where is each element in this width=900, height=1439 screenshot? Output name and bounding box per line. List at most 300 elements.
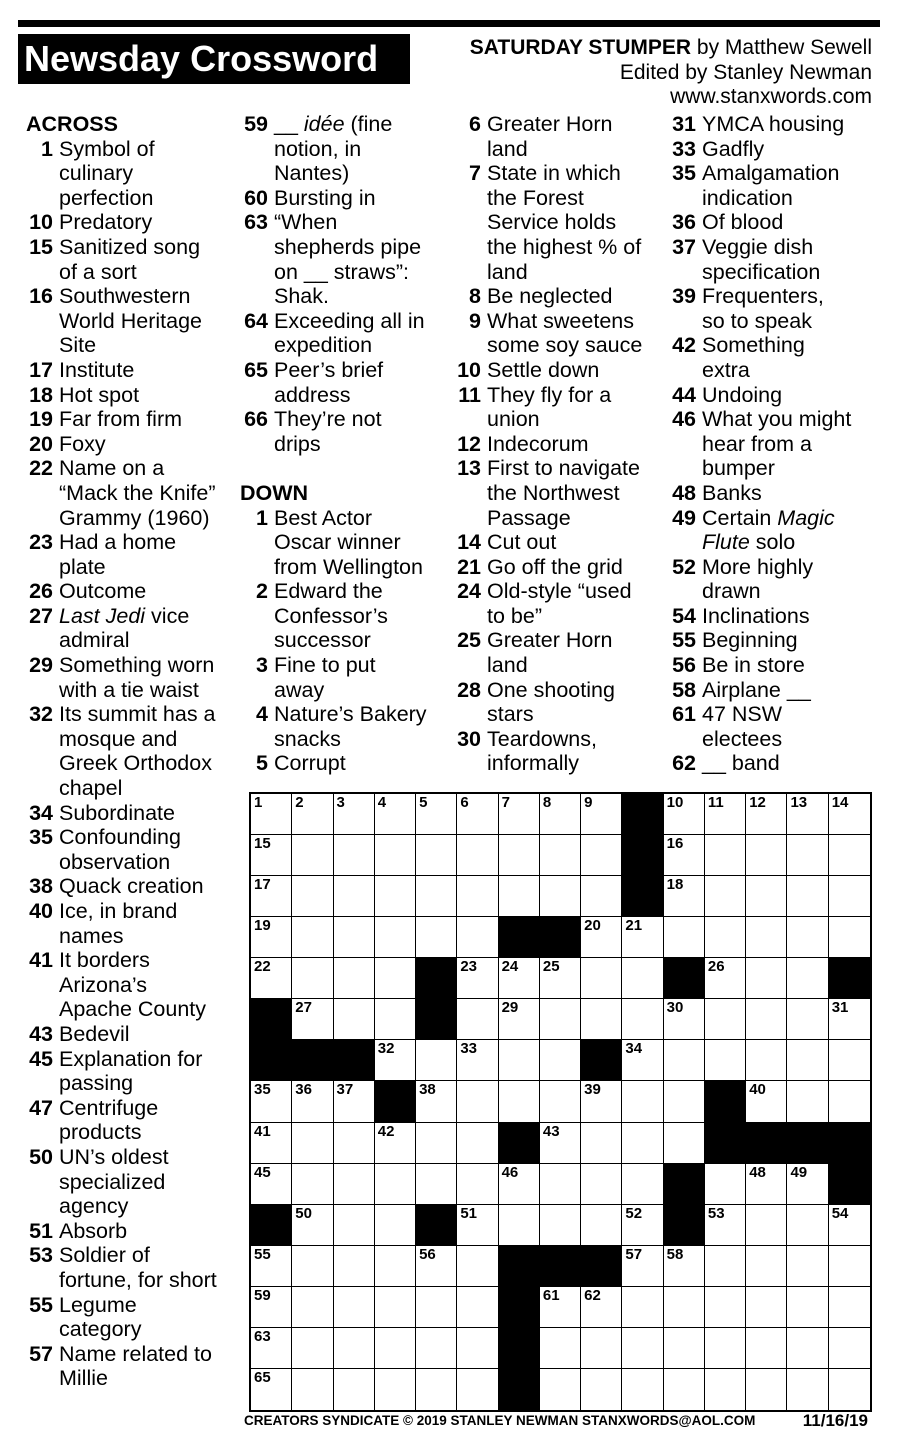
grid-cell[interactable] <box>705 876 746 917</box>
clue-number: 27 <box>29 603 53 628</box>
grid-cell[interactable] <box>787 1328 828 1369</box>
grid-cell[interactable] <box>746 794 787 835</box>
grid-cell[interactable] <box>499 1205 540 1246</box>
grid-cell[interactable] <box>251 794 292 835</box>
grid-cell[interactable] <box>292 1123 333 1164</box>
grid-cell[interactable] <box>787 917 828 958</box>
grid-cell[interactable] <box>416 794 457 835</box>
clue[interactable] <box>668 751 883 776</box>
grid-cell[interactable] <box>829 1081 870 1122</box>
grid-cell[interactable] <box>416 917 457 958</box>
grid-cell[interactable] <box>829 1328 870 1369</box>
clue[interactable] <box>26 1219 231 1244</box>
grid-cell[interactable] <box>705 1205 746 1246</box>
grid-cell[interactable] <box>581 794 622 835</box>
grid-cell[interactable] <box>251 1164 292 1205</box>
grid-cell[interactable] <box>334 958 375 999</box>
grid-cell[interactable] <box>622 1123 663 1164</box>
clue[interactable] <box>240 579 445 653</box>
puzzle-title: Newsday Crossword <box>18 34 410 84</box>
clue[interactable] <box>453 456 661 530</box>
grid-cell[interactable] <box>664 1287 705 1328</box>
clue[interactable] <box>26 407 231 432</box>
grid-cell[interactable] <box>829 794 870 835</box>
grid-cell[interactable] <box>251 1246 292 1287</box>
grid-cell[interactable] <box>540 794 581 835</box>
grid-cell[interactable] <box>457 1081 498 1122</box>
grid-cell[interactable] <box>499 1081 540 1122</box>
grid-cell[interactable] <box>334 917 375 958</box>
grid-cell[interactable] <box>664 1081 705 1122</box>
grid-cell[interactable] <box>457 1246 498 1287</box>
grid-cell[interactable] <box>787 835 828 876</box>
clue-text: Bursting in <box>274 185 376 210</box>
grid-cell[interactable] <box>499 876 540 917</box>
grid-cell[interactable] <box>251 917 292 958</box>
grid-cell[interactable] <box>705 794 746 835</box>
grid-cell[interactable] <box>375 835 416 876</box>
grid-cell[interactable] <box>292 1328 333 1369</box>
grid-cell[interactable] <box>375 1040 416 1081</box>
grid-cell[interactable] <box>334 1328 375 1369</box>
grid-cell[interactable] <box>705 1328 746 1369</box>
clue-number: 42 <box>672 333 696 358</box>
grid-cell[interactable] <box>375 1205 416 1246</box>
clue-number: 23 <box>29 530 53 555</box>
grid-cell[interactable] <box>829 835 870 876</box>
clue-text: Outcome <box>59 579 147 604</box>
grid-cell[interactable] <box>705 999 746 1040</box>
grid-cell[interactable] <box>416 1040 457 1081</box>
cell-number: 43 <box>542 1122 560 1140</box>
grid-cell[interactable] <box>457 794 498 835</box>
clue-number: 55 <box>29 1292 53 1317</box>
clue[interactable] <box>668 210 883 235</box>
grid-cell[interactable] <box>581 917 622 958</box>
clue[interactable] <box>453 678 661 727</box>
grid-cell[interactable] <box>746 1205 787 1246</box>
across-heading: ACROSS <box>26 112 118 136</box>
grid-cell[interactable] <box>334 1123 375 1164</box>
grid-cell[interactable] <box>746 835 787 876</box>
clue[interactable] <box>240 186 445 211</box>
grid-cell[interactable] <box>375 876 416 917</box>
grid-cell[interactable] <box>581 1164 622 1205</box>
grid-cell[interactable] <box>375 958 416 999</box>
grid-cell[interactable] <box>581 1369 622 1410</box>
grid-cell[interactable] <box>292 958 333 999</box>
grid-cell[interactable] <box>829 1369 870 1410</box>
grid-cell[interactable] <box>334 1287 375 1328</box>
grid-cell[interactable] <box>622 1081 663 1122</box>
grid-cell[interactable] <box>540 999 581 1040</box>
grid-cell[interactable] <box>457 835 498 876</box>
cell-number: 4 <box>377 794 387 811</box>
clue[interactable] <box>26 1022 231 1047</box>
grid-cell[interactable] <box>581 1205 622 1246</box>
grid-cell[interactable] <box>746 917 787 958</box>
clue[interactable] <box>26 432 231 457</box>
clue[interactable] <box>453 112 661 161</box>
grid-cell[interactable] <box>829 876 870 917</box>
grid-cell[interactable] <box>746 1040 787 1081</box>
cell-number: 37 <box>336 1081 354 1099</box>
grid-cell[interactable] <box>746 999 787 1040</box>
grid-cell[interactable] <box>375 1123 416 1164</box>
grid-cell[interactable] <box>829 1287 870 1328</box>
clue[interactable] <box>26 210 231 235</box>
grid-cell[interactable] <box>705 917 746 958</box>
grid-cell[interactable] <box>292 1287 333 1328</box>
grid-cell[interactable] <box>787 1164 828 1205</box>
clue[interactable] <box>668 407 883 481</box>
grid-cell[interactable] <box>705 835 746 876</box>
cell-number: 25 <box>542 958 560 976</box>
grid-cell[interactable] <box>334 999 375 1040</box>
grid-cell[interactable] <box>622 999 663 1040</box>
grid-cell[interactable] <box>787 1205 828 1246</box>
clue[interactable] <box>668 506 883 555</box>
clue[interactable] <box>240 653 445 702</box>
grid-cell[interactable] <box>251 1123 292 1164</box>
clue-text: Southwestern World Heritage Site <box>59 284 202 358</box>
grid-cell[interactable] <box>664 1369 705 1410</box>
clue[interactable] <box>668 555 883 604</box>
clue[interactable] <box>453 628 661 677</box>
clue-text: Something worn with a tie waist <box>59 653 215 702</box>
grid-cell[interactable] <box>581 835 622 876</box>
grid-cell[interactable] <box>499 1164 540 1205</box>
grid-cell[interactable] <box>664 835 705 876</box>
grid-cell[interactable] <box>705 1246 746 1287</box>
clue-number: 17 <box>29 357 53 382</box>
grid-cell[interactable] <box>664 1123 705 1164</box>
clue[interactable] <box>26 383 231 408</box>
clue[interactable] <box>668 628 883 653</box>
clue[interactable] <box>668 481 883 506</box>
clue-text: Far from firm <box>59 407 183 432</box>
grid-cell[interactable] <box>787 1040 828 1081</box>
cell-number: 26 <box>707 958 725 976</box>
grid-cell[interactable] <box>787 999 828 1040</box>
grid-cell[interactable] <box>540 876 581 917</box>
grid-cell[interactable] <box>457 1369 498 1410</box>
clue[interactable] <box>240 112 445 186</box>
clue[interactable] <box>453 309 661 358</box>
grid-cell[interactable] <box>334 1369 375 1410</box>
clue-text: What you might hear from a bumper <box>702 407 852 481</box>
grid-cell[interactable] <box>375 1328 416 1369</box>
grid-cell[interactable] <box>829 1246 870 1287</box>
clue[interactable] <box>453 161 661 284</box>
grid-cell[interactable] <box>334 794 375 835</box>
grid-cell[interactable] <box>581 1328 622 1369</box>
clue[interactable] <box>26 874 231 899</box>
grid-cell[interactable] <box>829 999 870 1040</box>
grid-cell[interactable] <box>664 1040 705 1081</box>
grid-cell[interactable] <box>499 794 540 835</box>
grid-cell[interactable] <box>499 999 540 1040</box>
grid-cell[interactable] <box>787 1369 828 1410</box>
grid-cell[interactable] <box>292 1164 333 1205</box>
grid-cell[interactable] <box>457 876 498 917</box>
grid-cell[interactable] <box>457 999 498 1040</box>
clue-number: 34 <box>29 800 53 825</box>
clue[interactable] <box>453 358 661 383</box>
grid-cell[interactable] <box>581 1081 622 1122</box>
grid-cell[interactable] <box>540 1081 581 1122</box>
grid-cell[interactable] <box>829 917 870 958</box>
clue-column-3 <box>453 112 661 776</box>
grid-cell[interactable] <box>746 1164 787 1205</box>
grid-cell[interactable] <box>416 1328 457 1369</box>
grid-cell[interactable] <box>416 1287 457 1328</box>
grid-cell[interactable] <box>705 1164 746 1205</box>
clue[interactable] <box>668 604 883 629</box>
grid-cell[interactable] <box>416 876 457 917</box>
grid-cell[interactable] <box>622 1287 663 1328</box>
grid-cell[interactable] <box>581 1287 622 1328</box>
grid-cell[interactable] <box>499 835 540 876</box>
grid-cell[interactable] <box>292 1369 333 1410</box>
grid-cell[interactable] <box>664 999 705 1040</box>
clue-number: 8 <box>469 284 481 309</box>
grid-cell[interactable] <box>746 1328 787 1369</box>
clue[interactable] <box>26 702 231 800</box>
grid-cell[interactable] <box>457 1040 498 1081</box>
clue[interactable] <box>26 137 231 211</box>
clue[interactable] <box>240 702 445 751</box>
grid-cell[interactable] <box>540 1205 581 1246</box>
clue[interactable] <box>26 1047 231 1096</box>
grid-cell[interactable] <box>787 958 828 999</box>
clue[interactable] <box>26 1342 231 1391</box>
grid-cell[interactable] <box>622 1040 663 1081</box>
clue[interactable] <box>453 530 661 555</box>
grid-cell[interactable] <box>622 1246 663 1287</box>
grid-cell[interactable] <box>664 1328 705 1369</box>
grid-cell[interactable] <box>292 1246 333 1287</box>
grid-cell[interactable] <box>746 958 787 999</box>
grid-cell[interactable] <box>416 835 457 876</box>
grid-cell[interactable] <box>664 794 705 835</box>
grid-cell[interactable] <box>416 1123 457 1164</box>
grid-cell[interactable] <box>457 1328 498 1369</box>
clue[interactable] <box>453 383 661 432</box>
grid-cell[interactable] <box>705 958 746 999</box>
clue[interactable] <box>453 555 661 580</box>
grid-cell[interactable] <box>540 1123 581 1164</box>
clue-text: Teardowns, informally <box>487 726 597 776</box>
cell-number: 14 <box>831 794 849 811</box>
grid-cell[interactable] <box>334 876 375 917</box>
grid-cell[interactable] <box>416 1164 457 1205</box>
grid-cell[interactable] <box>251 835 292 876</box>
clue[interactable] <box>26 358 231 383</box>
clue[interactable] <box>26 1243 231 1292</box>
grid-cell[interactable] <box>746 1369 787 1410</box>
clue[interactable] <box>26 235 231 284</box>
black-square <box>251 1040 292 1081</box>
grid-cell[interactable] <box>251 1328 292 1369</box>
clue-number: 44 <box>672 382 696 407</box>
clue[interactable] <box>453 579 661 628</box>
grid-cell[interactable] <box>664 876 705 917</box>
clue-text: Be neglected <box>487 284 613 309</box>
clue[interactable] <box>240 358 445 407</box>
clue-text: They fly for a union <box>487 382 612 432</box>
clue[interactable] <box>668 702 883 751</box>
clue[interactable] <box>668 383 883 408</box>
grid-cell[interactable] <box>292 835 333 876</box>
clue[interactable] <box>668 284 883 333</box>
grid-cell[interactable] <box>705 1369 746 1410</box>
clue[interactable] <box>453 284 661 309</box>
grid-cell[interactable] <box>251 876 292 917</box>
clue-text: Predatory <box>59 210 153 235</box>
grid-cell[interactable] <box>622 1164 663 1205</box>
cell-number: 10 <box>666 794 684 811</box>
grid-cell[interactable] <box>416 1081 457 1122</box>
grid-cell[interactable] <box>540 1164 581 1205</box>
grid-cell[interactable] <box>251 1287 292 1328</box>
grid-cell[interactable] <box>787 794 828 835</box>
grid-cell[interactable] <box>664 917 705 958</box>
grid-cell[interactable] <box>787 876 828 917</box>
clue[interactable] <box>26 530 231 579</box>
clue[interactable] <box>668 161 883 210</box>
clue[interactable] <box>26 1293 231 1342</box>
grid-cell[interactable] <box>540 1369 581 1410</box>
grid-cell[interactable] <box>334 1081 375 1122</box>
grid-cell[interactable] <box>457 917 498 958</box>
clue-text: Quack creation <box>59 874 204 899</box>
grid-cell[interactable] <box>581 1123 622 1164</box>
grid-cell[interactable] <box>375 1246 416 1287</box>
clue[interactable] <box>26 284 231 358</box>
grid-cell[interactable] <box>540 1040 581 1081</box>
grid-cell[interactable] <box>746 876 787 917</box>
grid-cell[interactable] <box>581 876 622 917</box>
clue[interactable] <box>240 407 445 456</box>
clue[interactable] <box>26 948 231 1022</box>
clue[interactable] <box>453 727 661 776</box>
grid-cell[interactable] <box>457 958 498 999</box>
grid-cell[interactable] <box>540 1328 581 1369</box>
clue-text: Old-style “used to be” <box>487 579 632 628</box>
grid-cell[interactable] <box>581 999 622 1040</box>
grid-cell[interactable] <box>251 1081 292 1122</box>
clue[interactable] <box>26 899 231 948</box>
grid-cell[interactable] <box>622 958 663 999</box>
grid-cell[interactable] <box>540 958 581 999</box>
grid-cell[interactable] <box>622 1328 663 1369</box>
black-square <box>746 1123 787 1164</box>
grid-cell[interactable] <box>292 876 333 917</box>
grid-cell[interactable] <box>416 1369 457 1410</box>
clue[interactable] <box>26 604 231 653</box>
website-link[interactable]: www.stanxwords.com <box>670 85 872 108</box>
grid-cell[interactable] <box>292 794 333 835</box>
grid-cell[interactable] <box>746 1081 787 1122</box>
grid-cell[interactable] <box>292 1081 333 1122</box>
clue[interactable] <box>26 1096 231 1145</box>
grid-cell[interactable] <box>787 1246 828 1287</box>
grid-cell[interactable] <box>457 1164 498 1205</box>
grid-cell[interactable] <box>581 958 622 999</box>
grid-cell[interactable] <box>457 1287 498 1328</box>
grid-cell[interactable] <box>540 1287 581 1328</box>
clue[interactable] <box>668 678 883 703</box>
grid-cell[interactable] <box>334 1164 375 1205</box>
clue[interactable] <box>668 235 883 284</box>
grid-cell[interactable] <box>540 835 581 876</box>
grid-cell[interactable] <box>664 1246 705 1287</box>
clue[interactable] <box>26 825 231 874</box>
grid-cell[interactable] <box>375 1369 416 1410</box>
grid-cell[interactable] <box>292 1205 333 1246</box>
clue[interactable] <box>26 1145 231 1219</box>
clue[interactable] <box>668 333 883 382</box>
clue[interactable] <box>453 432 661 457</box>
clue-text: Be in store <box>702 653 805 678</box>
grid-cell[interactable] <box>622 1205 663 1246</box>
clue[interactable] <box>668 112 883 137</box>
grid-cell[interactable] <box>457 1123 498 1164</box>
clue[interactable] <box>26 579 231 604</box>
grid-cell[interactable] <box>334 1246 375 1287</box>
grid-cell[interactable] <box>746 1287 787 1328</box>
clue[interactable] <box>240 210 445 308</box>
clue[interactable] <box>240 751 445 776</box>
grid-cell[interactable] <box>375 794 416 835</box>
grid-cell[interactable] <box>334 835 375 876</box>
grid-cell[interactable] <box>251 1369 292 1410</box>
clue[interactable] <box>240 506 445 580</box>
grid-cell[interactable] <box>622 917 663 958</box>
grid-cell[interactable] <box>375 917 416 958</box>
grid-cell[interactable] <box>292 917 333 958</box>
grid-cell[interactable] <box>375 1287 416 1328</box>
grid-cell[interactable] <box>746 1246 787 1287</box>
grid-cell[interactable] <box>705 1287 746 1328</box>
grid-cell[interactable] <box>457 1205 498 1246</box>
grid-cell[interactable] <box>292 999 333 1040</box>
grid-cell[interactable] <box>829 1040 870 1081</box>
clue[interactable] <box>668 653 883 678</box>
clue[interactable] <box>26 801 231 826</box>
grid-cell[interactable] <box>334 1205 375 1246</box>
grid-cell[interactable] <box>375 1164 416 1205</box>
grid-cell[interactable] <box>787 1081 828 1122</box>
clue[interactable] <box>26 653 231 702</box>
clue[interactable] <box>240 309 445 358</box>
grid-cell[interactable] <box>787 1287 828 1328</box>
cell-number: 17 <box>254 876 271 894</box>
grid-cell[interactable] <box>375 999 416 1040</box>
clue[interactable] <box>26 456 231 530</box>
grid-cell[interactable] <box>251 958 292 999</box>
grid-cell[interactable] <box>499 958 540 999</box>
grid-cell[interactable] <box>705 1040 746 1081</box>
cell-number: 61 <box>542 1286 560 1304</box>
clue-text: First to navigate the Northwest Passage <box>487 456 640 530</box>
grid-cell[interactable] <box>416 1246 457 1287</box>
grid-cell[interactable] <box>499 1040 540 1081</box>
clue[interactable] <box>668 137 883 162</box>
grid-cell[interactable] <box>622 1369 663 1410</box>
grid-cell[interactable] <box>829 1205 870 1246</box>
